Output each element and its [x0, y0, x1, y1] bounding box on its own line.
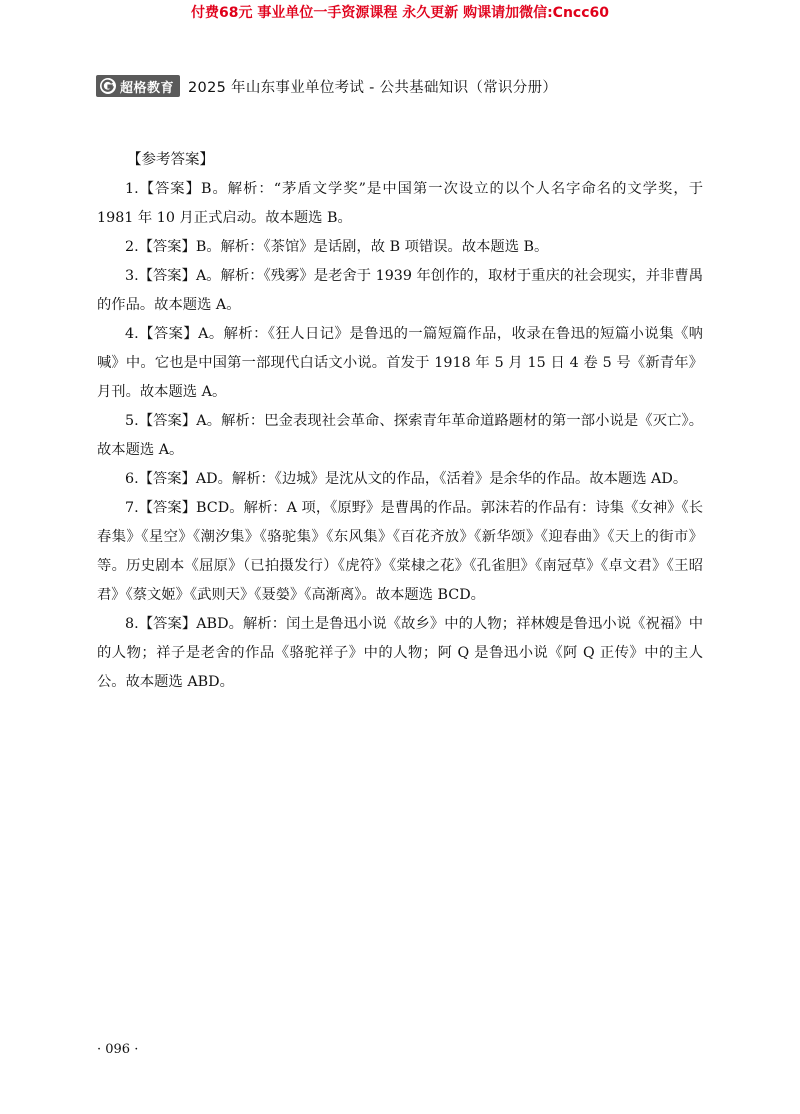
top-banner: 付费68元 事业单位一手资源课程 永久更新 购课请加微信:Cncc60	[190, 5, 610, 21]
answer-item: 8.【答案】ABD。解析：闰土是鲁迅小说《故乡》中的人物；祥林嫂是鲁迅小说《祝福》中的人物；祥子是老舍的作品《骆驼祥子》中的人物；阿 Q 是鲁迅小说《阿 Q 正传》中的主人公。故本题选 ABD。	[97, 616, 703, 690]
page-header	[96, 72, 557, 100]
answer-item: 2.【答案】B。解析：《茶馆》是话剧，故 B 项错误。故本题选 B。	[125, 239, 549, 255]
book-title: 2025 年山东事业单位考试 - 公共基础知识（常识分册）	[188, 79, 558, 96]
answer-item: 5.【答案】A。解析：巴金表现社会革命、探索青年革命道路题材的第一部小说是《灭亡》。故本题选 A。	[97, 413, 703, 458]
publisher-logo	[96, 75, 180, 97]
answer-item: 4.【答案】A。解析：《狂人日记》是鲁迅的一篇短篇作品，收录在鲁迅的短篇小说集《呐喊》中。它也是中国第一部现代白话文小说。首发于 1918 年 5 月 15 日 4 卷 5 号《新青年》月刊。故本题选 A。	[97, 326, 703, 400]
answer-item: 6.【答案】AD。解析：《边城》是沈从文的作品，《活着》是余华的作品。故本题选 AD。	[125, 471, 688, 487]
page-number: · 096 ·	[97, 1042, 139, 1057]
answer-item: 3.【答案】A。解析：《残雾》是老舍于 1939 年创作的，取材于重庆的社会现实，并非曹禺的作品。故本题选 A。	[97, 268, 703, 313]
answer-item: 1.【答案】B。解析：“茅盾文学奖”是中国第一次设立的以个人名字命名的文学奖，于 1981 年 10 月正式启动。故本题选 B。	[97, 181, 703, 226]
logo-g-icon	[99, 77, 117, 95]
logo-text: 超格教育	[120, 80, 175, 96]
section-title: 【参考答案】	[127, 152, 214, 168]
answer-item: 7.【答案】BCD。解析：A 项，《原野》是曹禺的作品。郭沫若的作品有：诗集《女神》《长春集》《星空》《潮汐集》《骆驼集》《东风集》《百花齐放》《新华颂》《迎春曲》《天上的街市》等。历史剧本《屈原》（已拍摄发行）《虎符》《棠棣之花》《孔雀胆》《南冠草》《卓文君》《王昭君》《蔡文姬》《武则天》《聂嫈》《高渐离》。故本题选 BCD。	[97, 500, 703, 603]
answer-section	[97, 146, 703, 697]
